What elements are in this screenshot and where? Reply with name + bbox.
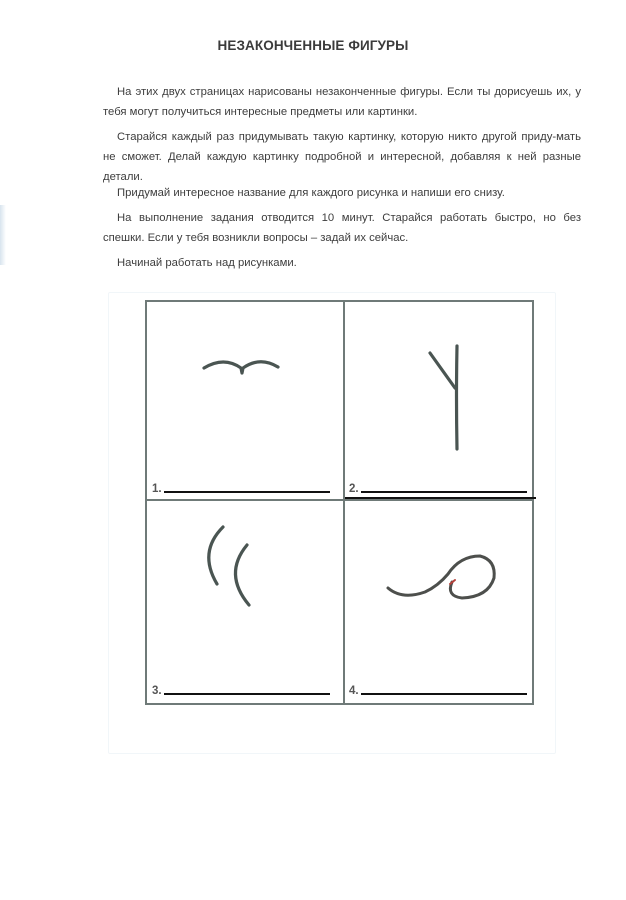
cell-2-label: 2. [349,483,359,495]
instruction-paragraph-2 [103,127,581,187]
instruction-text-5: Начинай работать над рисунками. [117,257,297,269]
instruction-paragraph-5 [103,253,581,273]
instruction-text-3: Придумай интересное название для каждого рисунка и напиши его снизу. [117,187,505,199]
instruction-paragraph-3 [103,183,581,203]
instruction-text-2: Старайся каждый раз придумывать такую картинку, которую никто другой приду-мать не сможет. Делай каждую картинку подробной и интересной, добавляя к ней разные детали. [103,131,581,183]
cell-1-label: 1. [152,483,162,495]
instruction-paragraph-4 [103,208,581,248]
page-title: НЕЗАКОНЧЕННЫЕ ФИГУРЫ [217,38,409,53]
cell-4-label: 4. [349,685,359,697]
scan-edge-artifact [0,205,6,265]
cell-2-answer-line[interactable] [361,491,527,493]
cell-3-label: 3. [152,685,162,697]
cell-1-answer-line[interactable] [164,491,330,493]
grid-vertical-divider [343,302,345,703]
cell-4-answer-line[interactable] [361,693,527,695]
instruction-text-4: На выполнение задания отводится 10 минут. Старайся работать быстро, но без спешки. Если у тебя возникли вопросы – задай их сейчас. [103,212,581,244]
cell-3-answer-line[interactable] [164,693,330,695]
grid-bold-divider-segment [345,497,536,499]
grid-horizontal-divider [147,499,532,501]
instruction-text-1: На этих двух страницах нарисованы незаконченные фигуры. Если ты дорисуешь их, у тебя могут получиться интересные предметы или картинки. [103,86,581,118]
figures-grid [145,300,534,705]
instruction-paragraph-1 [103,82,581,122]
